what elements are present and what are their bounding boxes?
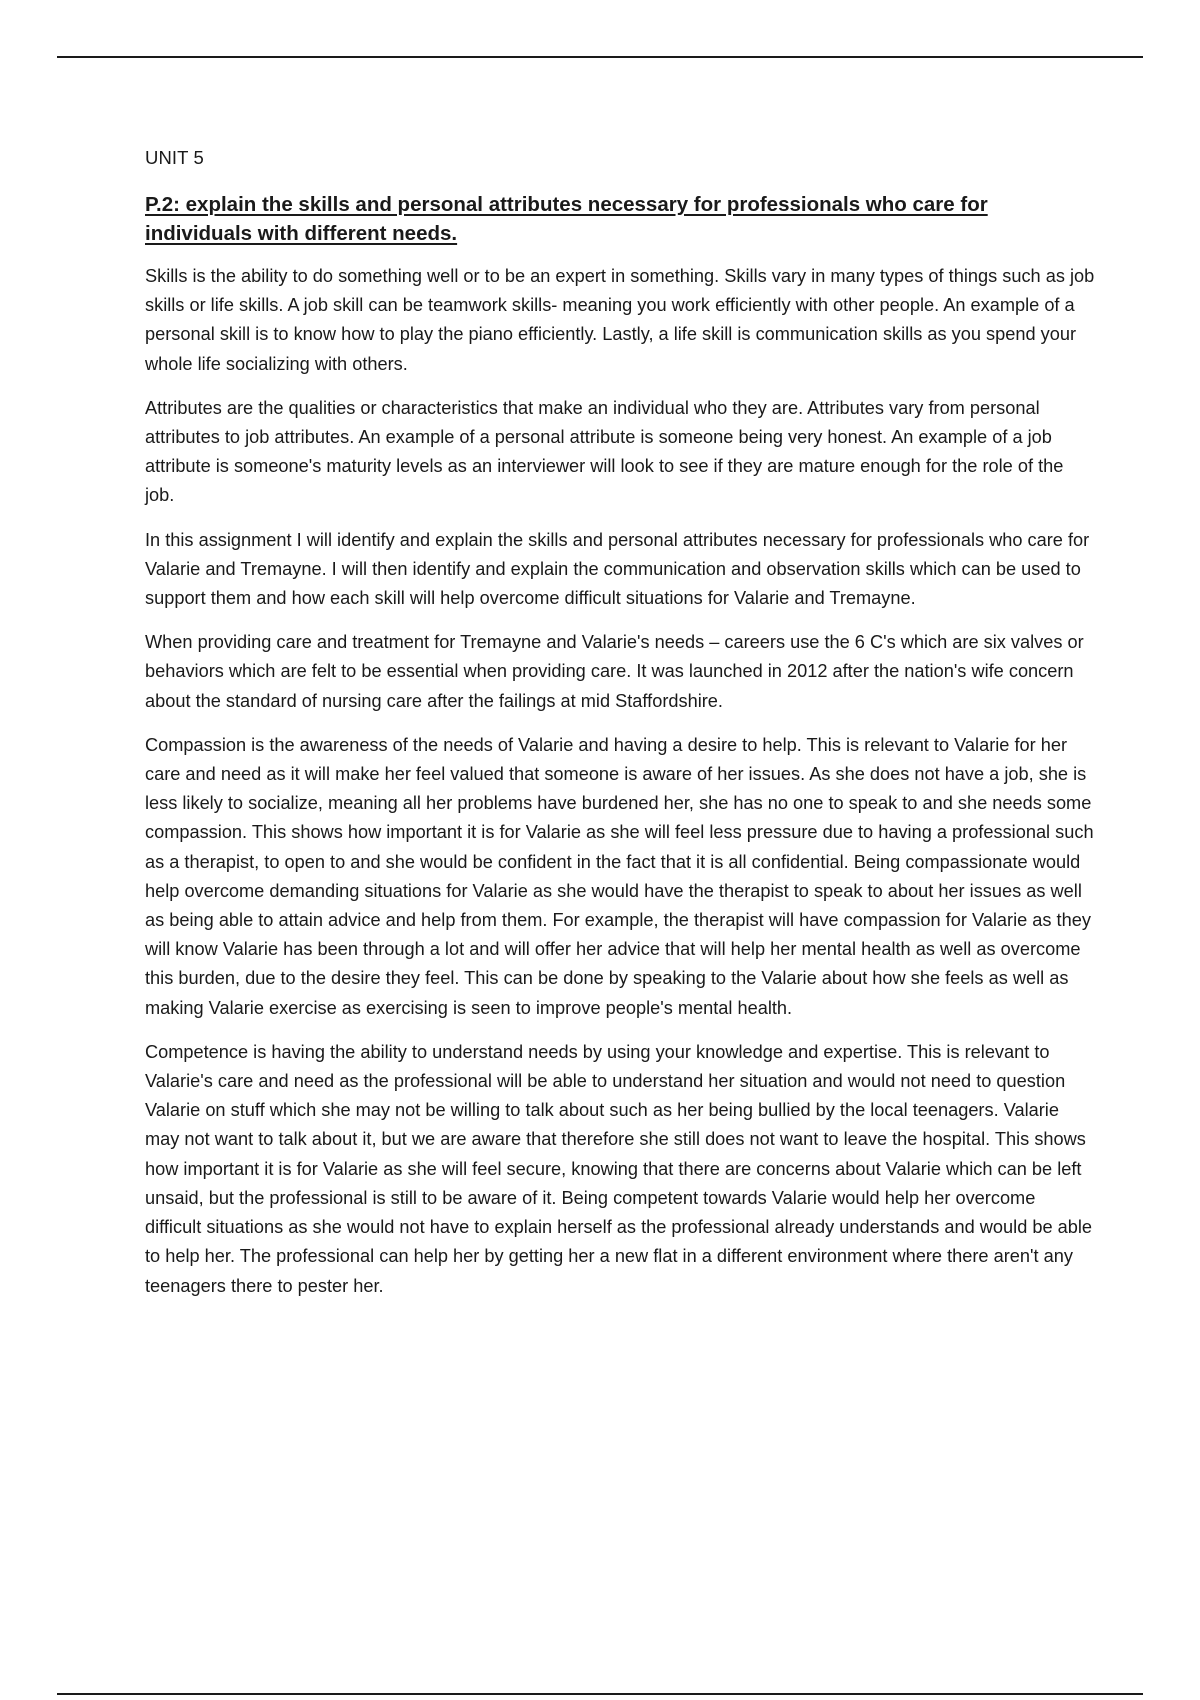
paragraph-skills: Skills is the ability to do something well or to be an expert in something. Skills vary in many types of things such as job skills or life skills. A job skill can be teamwork skills- meaning you work efficiently with other people. An example of a personal skill is to know how to play the piano efficiently. Lastly, a life skill is communication skills as you spend your whole life socializing with others. <box>145 266 1095 374</box>
paragraph-compassion: Compassion is the awareness of the needs of Valarie and having a desire to help. This is relevant to Valarie for her care and need as it will make her feel valued that someone is aware of her issues. As she does not have a job, she is less likely to socialize, meaning all her problems have burdened her, she has no one to speak to and she needs some compassion. This shows how important it is for Valarie as she will feel less pressure due to having a professional such as a therapist, to open to and she would be confident in the fact that it is all confidential. Being compassionate would help overcome demanding situations for Valarie as she would have the therapist to speak to about her issues as well as being able to attain advice and help from them. For example, the therapist will have compassion for Valarie as they will know Valarie has been through a lot and will offer her advice that will help her mental health as well as overcome this burden, due to the desire they feel. This can be done by speaking to the Valarie about how she feels as well as making Valarie exercise as exercising is seen to improve people's mental health. <box>145 734 1094 1018</box>
paragraph-assignment-intro: In this assignment I will identify and explain the skills and personal attributes necessary for professionals who care for Valarie and Tremayne. I will then identify and explain the communication and observation skills which can be used to support them and how each skill will help overcome difficult situations for Valarie and Tremayne. <box>145 529 1090 609</box>
unit-label: UNIT 5 <box>145 147 204 168</box>
document-body <box>145 146 1095 1316</box>
top-rule <box>57 56 1143 58</box>
bottom-rule <box>57 1693 1143 1695</box>
page-heading: P.2: explain the skills and personal attributes necessary for professionals who care for individuals with different needs. <box>145 193 988 245</box>
paragraph-six-cs: When providing care and treatment for Tremayne and Valarie's needs – careers use the 6 C's which are six valves or behaviors which are felt to be essential when providing care. It was launched in 2012 after the nation's wife concern about the standard of nursing care after the failings at mid Staffordshire. <box>145 632 1084 711</box>
paragraph-attributes: Attributes are the qualities or characteristics that make an individual who they are. Attributes vary from personal attributes to job attributes. An example of a personal attribute is someone being very honest. An example of a job attribute is someone's maturity levels as an interviewer will look to see if they are mature enough for the role of the job. <box>145 397 1064 506</box>
paragraph-competence: Competence is having the ability to understand needs by using your knowledge and expertise. This is relevant to Valarie's care and need as the professional will be able to understand her situation and would not need to question Valarie on stuff which she may not be willing to talk about such as her being bullied by the local teenagers. Valarie may not want to talk about it, but we are aware that therefore she still does not want to leave the hospital. This shows how important it is for Valarie as she will feel secure, knowing that there are concerns about Valarie which can be left unsaid, but the professional is still to be aware of it. Being competent towards Valarie would help her overcome difficult situations as she would not have to explain herself as the professional already understands and would be able to help her. The professional can help her by getting her a new flat in a different environment where there aren't any teenagers there to pester her. <box>145 1041 1093 1296</box>
